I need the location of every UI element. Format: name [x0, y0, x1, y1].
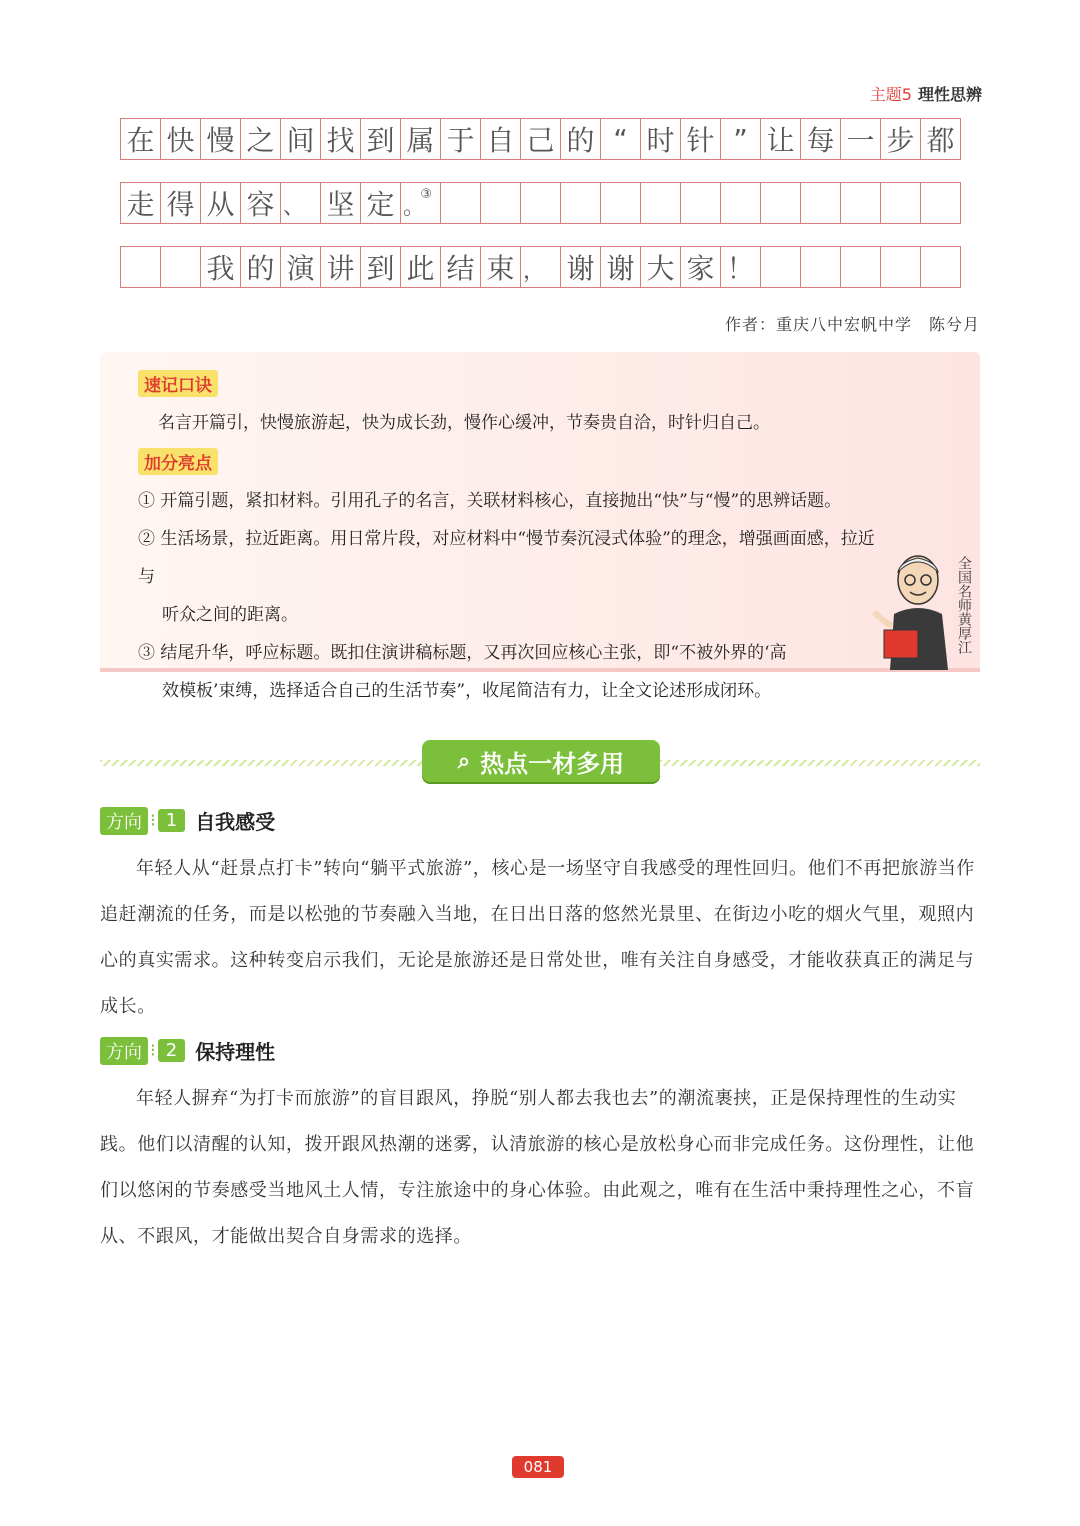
theme-name: 理性思辨: [917, 85, 982, 104]
highlight-point-1: ① 开篇引题，紧扣材料。引用孔子的名言，关联材料核心，直接抛出“快”与“慢”的思辨话题。: [138, 491, 842, 511]
grid-cell: 快: [161, 118, 201, 160]
grid-cell: 每: [801, 118, 841, 160]
grid-cell: 、: [281, 182, 321, 224]
grid-cell: 慢: [201, 118, 241, 160]
grid-cell: [521, 182, 561, 224]
banner-title: 热点一材多用: [480, 749, 625, 778]
grid-cell: [761, 246, 801, 288]
grid-cell: [601, 182, 641, 224]
grid-cell: 时: [641, 118, 681, 160]
page-number: 081: [512, 1456, 564, 1478]
tips-box: [100, 352, 980, 701]
grid-cell: 家: [681, 246, 721, 288]
grid-cell: 此: [401, 246, 441, 288]
grid-cell: [481, 182, 521, 224]
grid-cell: [881, 246, 921, 288]
grid-cell: 到: [361, 118, 401, 160]
author-line: 作者：重庆八中宏帆中学 陈兮月: [724, 315, 980, 334]
footnote-mark: ③: [420, 187, 432, 202]
grid-cell: 的: [561, 118, 601, 160]
grid-cell: ！: [721, 246, 761, 288]
grid-cell: [921, 182, 961, 224]
grid-cell: 一: [841, 118, 881, 160]
teacher-illustration-icon: [870, 552, 952, 670]
grid-cell: 步: [881, 118, 921, 160]
grid-cell: 坚: [321, 182, 361, 224]
grid-cell: 都: [921, 118, 961, 160]
grid-cell: [801, 246, 841, 288]
grid-cell: 我: [201, 246, 241, 288]
highlight-points: [138, 482, 878, 710]
highlight-point-3: ③ 结尾升华，呼应标题。既扣住演讲稿标题，又再次回应核心主张，即“不被外界的‘高: [138, 643, 787, 663]
grid-cell: 自: [481, 118, 521, 160]
grid-cell: [761, 182, 801, 224]
highlight-point-2-cont: 听众之间的距离。: [162, 605, 298, 625]
grid-cell: 在: [121, 118, 161, 160]
grid-cell: 演: [281, 246, 321, 288]
section-banner: [100, 740, 980, 784]
essay-grid-row-1: [120, 118, 961, 160]
grid-cell: 定: [361, 182, 401, 224]
direction-number: 1: [158, 809, 185, 832]
essay-grid-row-3: [120, 246, 961, 288]
grid-cell: [441, 182, 481, 224]
grid-cell: [561, 182, 601, 224]
grid-cell: 谢: [601, 246, 641, 288]
direction-title: 自我感受: [195, 810, 276, 834]
grid-cell: 让: [761, 118, 801, 160]
highlight-point-2: ② 生活场景，拉近距离。用日常片段，对应材料中“慢节奏沉浸式体验”的理念，增强画面感，拉近与: [138, 529, 875, 587]
theme-header: [870, 82, 982, 105]
grid-cell: 属: [401, 118, 441, 160]
search-magnify-icon: ⌕: [457, 748, 471, 774]
banner-title-box: [422, 740, 660, 782]
grid-cell: 谢: [561, 246, 601, 288]
grid-cell: [881, 182, 921, 224]
highlight-point-3-cont: 效模板’束缚，选择适合自己的生活节奏”，收尾简洁有力，让全文论述形成闭环。: [162, 681, 772, 701]
direction-2-paragraph: 年轻人摒弃“为打卡而旅游”的盲目跟风，挣脱“别人都去我也去”的潮流裹挟，正是保持理性的生动实践。他们以清醒的认知，拨开跟风热潮的迷雾，认清旅游的核心是放松身心而非完成任务。这份理性，让他们以悠闲的节奏感受当地风土人情，专注旅途中的身心体验。由此观之，唯有在生活中秉持理性之心，不盲从、不跟风，才能做出契合自身需求的选择。: [100, 1088, 975, 1247]
mnemonic-text: 名言开篇引，快慢旅游起，快为成长劲，慢作心缓冲，节奏贵自洽，时针归自己。: [158, 413, 770, 433]
direction-separator: ⁝: [150, 810, 156, 831]
direction-number: 2: [158, 1039, 185, 1062]
direction-title: 保持理性: [195, 1040, 276, 1064]
grid-cell: [841, 246, 881, 288]
direction-separator: ⁝: [150, 1040, 156, 1061]
grid-cell: 己: [521, 118, 561, 160]
grid-cell: 结: [441, 246, 481, 288]
grid-cell: [801, 182, 841, 224]
grid-cell: [161, 246, 201, 288]
mnemonic-tag: 速记口诀: [138, 370, 218, 397]
direction-2-heading: [100, 1036, 275, 1065]
grid-cell: [121, 246, 161, 288]
grid-cell: [921, 246, 961, 288]
grid-cell: 束: [481, 246, 521, 288]
direction-label: 方向: [100, 807, 148, 835]
grid-cell: ”: [721, 118, 761, 160]
banner-decor-left: [100, 760, 430, 766]
grid-cell: 到: [361, 246, 401, 288]
essay-grid-row-2: [120, 182, 961, 224]
grid-cell: 于: [441, 118, 481, 160]
grid-cell: 大: [641, 246, 681, 288]
grid-cell: 讲: [321, 246, 361, 288]
grid-cell: “: [601, 118, 641, 160]
grid-cell: 间: [281, 118, 321, 160]
direction-label: 方向: [100, 1037, 148, 1065]
grid-cell: [681, 182, 721, 224]
teacher-label: 全国名师黄厚江: [956, 556, 972, 654]
highlights-tag: 加分亮点: [138, 448, 218, 475]
theme-number: 主题5: [869, 85, 912, 104]
grid-cell: 找: [321, 118, 361, 160]
grid-cell: 之: [241, 118, 281, 160]
grid-cell: 针: [681, 118, 721, 160]
banner-decor-right: [660, 760, 980, 766]
grid-cell: ，: [521, 246, 561, 288]
grid-cell: [721, 182, 761, 224]
direction-1-heading: [100, 806, 275, 835]
grid-cell: 的: [241, 246, 281, 288]
grid-cell: 得: [161, 182, 201, 224]
grid-cell: [641, 182, 681, 224]
grid-cell: 容: [241, 182, 281, 224]
grid-cell: 从: [201, 182, 241, 224]
grid-cell: [841, 182, 881, 224]
direction-1-paragraph: 年轻人从“赶景点打卡”转向“躺平式旅游”，核心是一场坚守自我感受的理性回归。他们不再把旅游当作追赶潮流的任务，而是以松弛的节奏融入当地，在日出日落的悠然光景里、在街边小吃的烟火气里，观照内心的真实需求。这种转变启示我们，无论是旅游还是日常处世，唯有关注自身感受，才能收获真正的满足与成长。: [100, 858, 976, 1017]
grid-cell: 走: [121, 182, 161, 224]
grid-cell: 。 ③: [401, 182, 441, 224]
